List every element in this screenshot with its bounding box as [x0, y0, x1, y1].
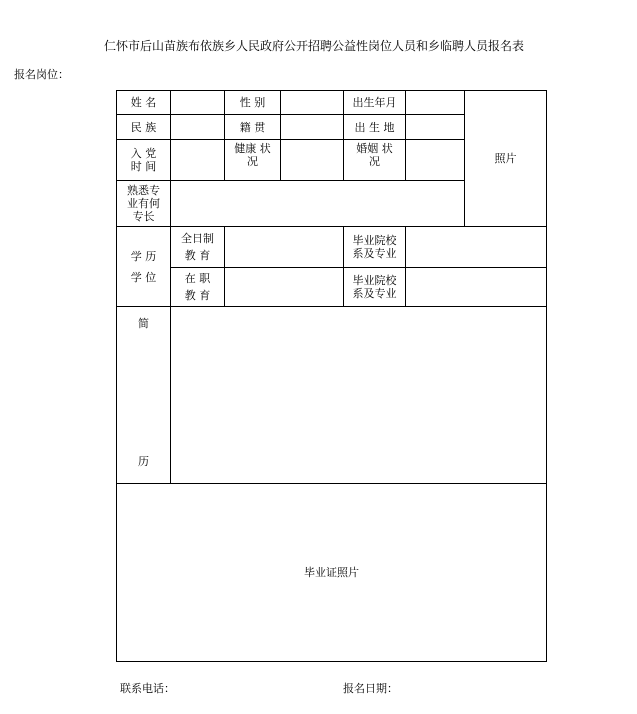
- birth-field[interactable]: [406, 91, 464, 114]
- health-label-line1: 健康 状: [234, 142, 271, 155]
- marriage-label-line1: 婚姻 状: [356, 142, 393, 155]
- school-label-line1: 毕业院校: [352, 234, 397, 247]
- party-label: [117, 140, 170, 180]
- school2-field[interactable]: [406, 268, 546, 306]
- marriage-field[interactable]: [406, 140, 464, 180]
- birth-label: 出生年月: [352, 96, 397, 109]
- fulltime-label-line1: 全日制: [181, 232, 214, 245]
- birthplace-label: 出 生 地: [354, 120, 395, 134]
- marriage-label-line2: 况: [369, 155, 380, 168]
- photo-box[interactable]: 照片: [494, 152, 517, 165]
- phone-label: 联系电话：: [120, 682, 175, 695]
- skill-field[interactable]: [171, 181, 464, 226]
- marriage-label: [344, 140, 405, 170]
- ethnicity-label: 民 族: [130, 120, 157, 134]
- party-label-line1: 入 党: [130, 147, 157, 160]
- parttime-label-line2: 教 育: [184, 289, 211, 302]
- health-field[interactable]: [281, 140, 343, 180]
- certificate-photo-box[interactable]: 毕业证照片: [304, 566, 359, 579]
- form-title: 仁怀市后山苗族布依族乡人民政府公开招聘公益性岗位人员和乡临聘人员报名表: [104, 39, 525, 53]
- gender-label: 性 别: [239, 96, 266, 109]
- fulltime-label-line2: 教 育: [184, 249, 211, 262]
- skill-label-line1: 熟悉专: [127, 184, 160, 197]
- party-label-line2: 时 间: [130, 160, 157, 173]
- resume-label-top: 简: [138, 316, 149, 330]
- date-label: 报名日期：: [343, 682, 398, 695]
- post-label: 报名岗位：: [14, 68, 69, 81]
- school-field[interactable]: [406, 227, 546, 267]
- fulltime-field[interactable]: [225, 227, 343, 267]
- skill-label-line2: 业有何: [127, 197, 160, 210]
- school2-label-line1: 毕业院校: [352, 274, 397, 287]
- education-label-line2: 学 位: [130, 270, 157, 284]
- skill-label: [117, 181, 170, 226]
- school-label: [344, 227, 405, 267]
- gender-field[interactable]: [281, 91, 343, 114]
- parttime-label-line1: 在 职: [184, 272, 211, 285]
- parttime-label: [171, 268, 224, 306]
- birthplace-field[interactable]: [406, 115, 464, 139]
- fulltime-label: [171, 227, 224, 267]
- health-label-line2: 况: [247, 155, 258, 168]
- skill-label-line3: 专长: [132, 210, 155, 223]
- party-field[interactable]: [171, 140, 224, 180]
- resume-label-bottom: 历: [138, 454, 149, 468]
- ethnicity-field[interactable]: [171, 115, 224, 139]
- education-label-line1: 学 历: [130, 249, 157, 263]
- parttime-field[interactable]: [225, 268, 343, 306]
- name-label: 姓 名: [130, 96, 157, 109]
- school2-label: [344, 268, 405, 306]
- school2-label-line2: 系及专业: [352, 287, 397, 300]
- name-field[interactable]: [171, 91, 224, 114]
- native-field[interactable]: [281, 115, 343, 139]
- school-label-line2: 系及专业: [352, 247, 397, 260]
- education-label: [117, 227, 170, 306]
- health-label: [225, 140, 280, 170]
- native-label: 籍 贯: [239, 120, 266, 134]
- resume-field[interactable]: [171, 307, 546, 483]
